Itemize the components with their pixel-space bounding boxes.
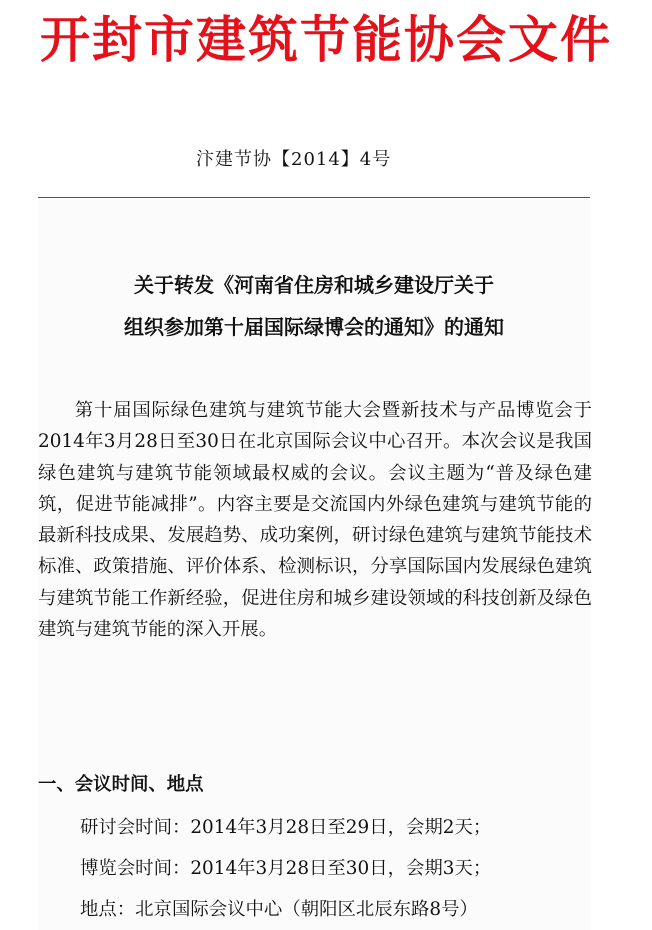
header-divider	[38, 197, 590, 198]
document-number: 汴建节协【2014】4号	[196, 149, 392, 170]
body-paragraph: 第十届国际绿色建筑与建筑节能大会暨新技术与产品博览会于2014年3月28日至30日在北京国际会议中心召开。本次会议是我国绿色建筑与建筑节能领域最权威的会议。会议主题为“普及绿色建筑，促进节能减排”。内容主要是交流国内外绿色建筑与建筑节能的最新科技成果、发展趋势、成功案例，研讨绿色建筑与建筑节能技术标准、政策措施、评价体系、检测标识，分享国际国内发展绿色建筑与建筑节能工作新经验，促进住房和城乡建设领域的科技创新及绿色建筑与建筑节能的深入开展。	[38, 400, 592, 641]
venue-location: 地点：北京国际会议中心（朝阳区北辰东路8号）	[80, 899, 478, 920]
section-heading-time-location: 一、会议时间、地点	[38, 774, 204, 795]
expo-time: 博览会时间：2014年3月28日至30日，会期3天；	[80, 858, 492, 879]
seminar-time: 研讨会时间：2014年3月28日至29日，会期2天；	[80, 817, 492, 838]
document-title-line-1: 关于转发《河南省住房和城乡建设厅关于	[134, 273, 494, 297]
organization-header: 开封市建筑节能协会文件	[40, 11, 612, 69]
document-title-line-2: 组织参加第十届国际绿博会的通知》的通知	[124, 315, 504, 339]
